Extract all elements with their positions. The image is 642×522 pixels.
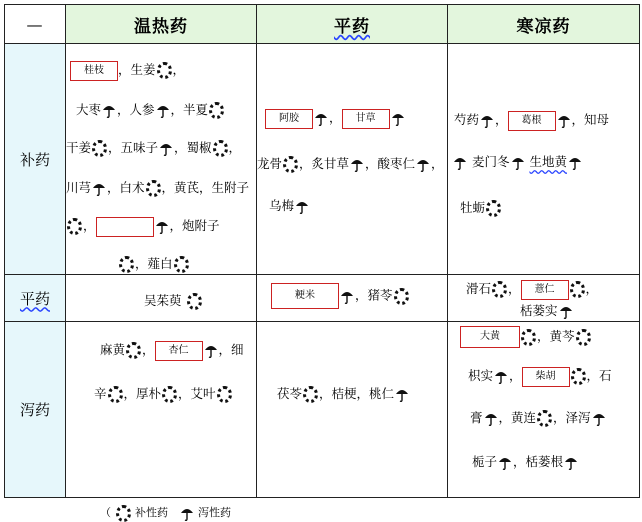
tonic-ring-icon <box>116 505 131 522</box>
legend-tonic-label: 补性药 <box>135 506 168 519</box>
legend: （ 补性药 泻性药 <box>100 504 231 522</box>
herb-text: ，艾叶 <box>178 386 216 401</box>
herb-text: 枳实 <box>468 368 494 383</box>
cell-ping-warm <box>66 275 257 322</box>
herb-text: 大枣 <box>76 102 102 117</box>
herb-text: ，五味子 <box>108 140 159 155</box>
herb-text: 麻黄 <box>100 342 126 357</box>
tonic-ring-icon <box>571 368 586 385</box>
herb-text: 栝蒌实 <box>520 303 558 318</box>
row-head-ping <box>5 275 66 322</box>
herb-text: ，猪苓 <box>355 287 393 303</box>
tonic-ring-icon <box>213 140 228 157</box>
boxed-herb: 桂枝 <box>70 61 118 81</box>
herb-text: ，桔梗，桃仁 <box>319 386 395 401</box>
umbrella-icon <box>498 455 512 470</box>
herb-text: ， <box>228 140 242 155</box>
herb-text: 栀子 <box>472 454 498 469</box>
herb-text: ， <box>142 342 155 357</box>
tonic-ring-icon <box>119 256 134 273</box>
tonic-ring-icon <box>187 293 202 310</box>
herb-text: ，黄芩 <box>537 328 575 344</box>
umbrella-icon <box>592 411 606 426</box>
umbrella-icon <box>564 455 578 470</box>
umbrella-icon <box>557 113 571 128</box>
boxed-herb: 阿胶 <box>265 109 313 129</box>
umbrella-icon <box>156 103 170 118</box>
boxed-herb: 甘草 <box>342 109 390 129</box>
header-warm: 温热药 <box>66 5 257 44</box>
herb-text: 川芎 <box>66 180 92 195</box>
boxed-herb: 柴胡 <box>522 367 570 387</box>
herb-text: 吴茱萸 <box>144 293 182 308</box>
herb-text: 生地黄 <box>529 154 567 169</box>
herb-text: ， <box>585 281 599 296</box>
herb-text: ，黄芪，生附子 <box>161 180 250 195</box>
tonic-ring-icon <box>92 140 107 157</box>
umbrella-icon <box>568 155 582 170</box>
tonic-ring-icon <box>283 156 298 173</box>
row-head-xie: 泻药 <box>5 322 66 498</box>
boxed-herb: 薏仁 <box>521 280 569 300</box>
herb-text: ，厚朴 <box>123 386 162 401</box>
herb-text: ，白术 <box>107 180 145 195</box>
herb-text: ，知母 <box>571 112 610 127</box>
umbrella-icon <box>155 219 169 234</box>
herb-text: 辛 <box>94 386 107 401</box>
herb-text: ，炙甘草 <box>299 156 350 171</box>
herb-table <box>4 4 640 498</box>
row-head-bu: 补药 <box>5 44 66 275</box>
header-cold: 寒凉药 <box>448 5 640 44</box>
header-neutral <box>257 5 448 44</box>
tonic-ring-icon <box>146 180 161 197</box>
tonic-ring-icon <box>174 256 189 273</box>
herb-text: ，酸枣仁 <box>365 156 416 171</box>
header-neutral-label: 平药 <box>334 16 370 37</box>
tonic-ring-icon <box>217 386 232 403</box>
tonic-ring-icon <box>303 386 318 403</box>
cell-xie-cold <box>448 322 640 498</box>
umbrella-icon <box>391 111 405 126</box>
empty-box <box>96 217 154 237</box>
herb-text: ， <box>509 368 522 383</box>
tonic-ring-icon <box>492 281 507 298</box>
row-head-ping-label: 平药 <box>19 289 50 308</box>
umbrella-icon <box>314 111 328 126</box>
tonic-ring-icon <box>67 218 82 235</box>
cell-xie-warm <box>66 322 257 498</box>
tonic-ring-icon <box>537 410 552 427</box>
herb-text: 龙骨 <box>257 156 283 171</box>
herb-text: ， <box>83 218 96 233</box>
umbrella-icon <box>395 387 409 402</box>
boxed-herb: 粳米 <box>271 283 339 309</box>
herb-text: ，石 <box>586 368 612 383</box>
umbrella-icon <box>480 113 494 128</box>
herb-text: ， <box>508 281 521 296</box>
umbrella-icon <box>511 155 525 170</box>
cell-bu-cold <box>448 44 640 275</box>
umbrella-icon <box>350 157 364 172</box>
herb-text: ，人参 <box>117 102 155 117</box>
umbrella-icon <box>559 304 573 319</box>
boxed-herb: 葛根 <box>508 111 556 131</box>
herb-text: ，细 <box>218 342 244 357</box>
boxed-herb: 杏仁 <box>155 341 203 361</box>
tonic-ring-icon <box>162 386 177 403</box>
herb-text: ，泽泻 <box>553 410 591 425</box>
herb-text: 牡蛎 <box>460 200 486 215</box>
legend-purge-label: 泻性药 <box>198 506 231 519</box>
cell-xie-neutral <box>257 322 448 498</box>
herb-text: 膏 <box>470 410 483 425</box>
umbrella-icon <box>295 199 309 214</box>
umbrella-icon <box>494 369 508 384</box>
herb-text: 干姜 <box>66 140 92 155</box>
herb-text: ，生姜 <box>118 62 156 77</box>
umbrella-icon <box>340 289 354 304</box>
herb-text: ，薤白 <box>135 256 173 271</box>
cell-ping-cold <box>448 275 640 322</box>
tonic-ring-icon <box>108 386 123 403</box>
herb-text: ，炮附子 <box>169 218 220 233</box>
herb-text: ， <box>495 112 508 127</box>
umbrella-icon <box>204 343 218 358</box>
umbrella-icon <box>416 157 430 172</box>
corner-header: — <box>5 5 66 44</box>
umbrella-icon <box>92 181 106 196</box>
herb-text: 芍药 <box>454 112 480 127</box>
cell-bu-neutral: 阿胶 ， 甘草 龙骨 ，炙甘草 ，酸枣仁 ， 乌梅 <box>257 44 448 275</box>
tonic-ring-icon <box>209 102 224 119</box>
tonic-ring-icon <box>576 329 591 346</box>
boxed-herb: 大黄 <box>460 326 520 348</box>
umbrella-icon <box>484 411 498 426</box>
tonic-ring-icon <box>126 342 141 359</box>
herb-text: 乌梅 <box>269 198 295 213</box>
herb-text: ，栝蒌根 <box>513 454 564 469</box>
tonic-ring-icon <box>157 62 172 79</box>
herb-text: ， <box>172 62 186 77</box>
tonic-ring-icon <box>570 281 585 298</box>
herb-text: ，蜀椒 <box>174 140 212 155</box>
tonic-ring-icon <box>521 329 536 346</box>
herb-text: 滑石 <box>466 281 492 296</box>
herb-text: ，黄连 <box>498 410 537 425</box>
tonic-ring-icon <box>394 288 409 305</box>
umbrella-icon <box>159 141 173 156</box>
herb-text: ，半夏 <box>170 102 209 117</box>
cell-bu-warm <box>66 44 257 275</box>
cell-ping-neutral <box>257 275 448 322</box>
umbrella-icon <box>180 506 194 521</box>
tonic-ring-icon <box>486 200 501 217</box>
umbrella-icon <box>453 155 467 170</box>
umbrella-icon <box>102 103 116 118</box>
herb-text: 麦门冬 <box>471 154 510 169</box>
herb-text: 茯苓 <box>277 386 303 401</box>
herb-text: ， <box>431 156 444 171</box>
